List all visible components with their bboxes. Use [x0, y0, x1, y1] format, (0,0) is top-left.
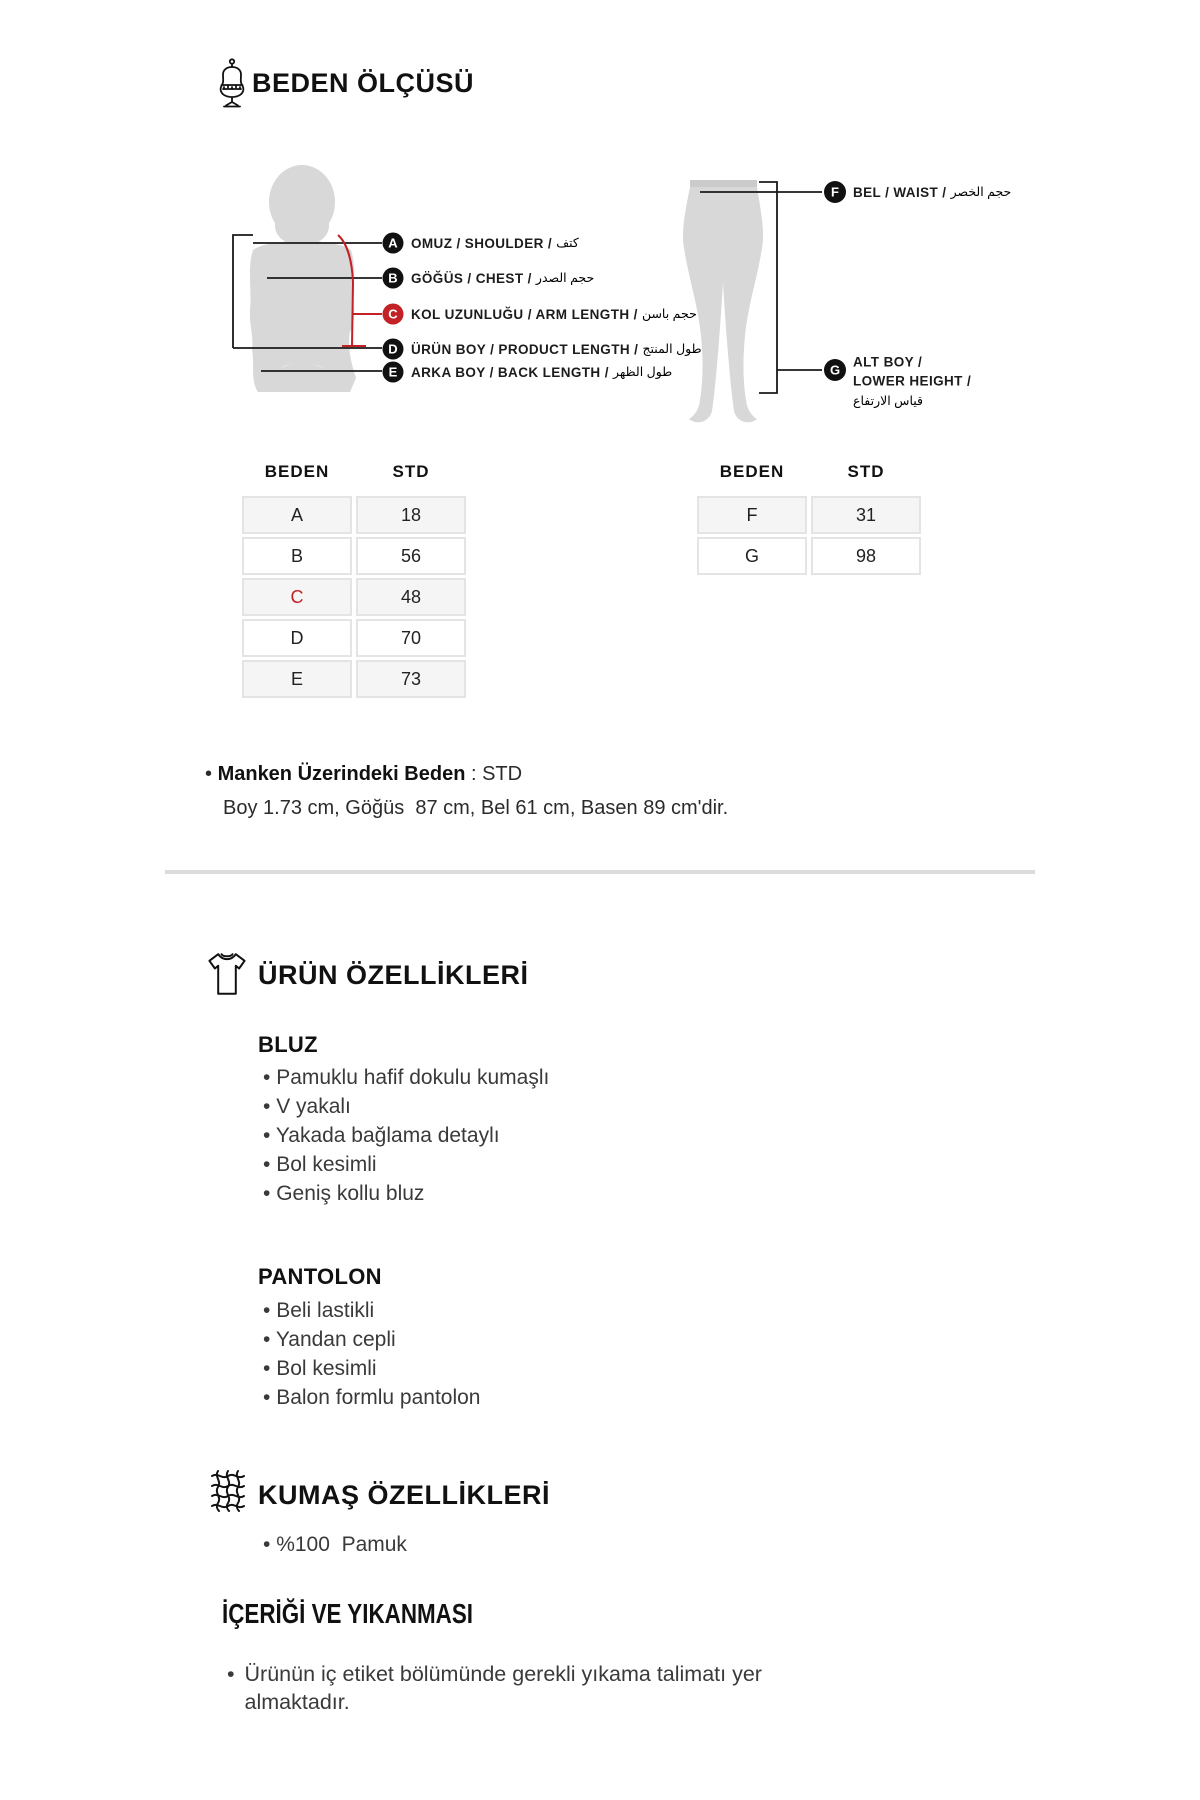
mannequin-size-note: • Manken Üzerindeki Beden : STD: [205, 763, 523, 785]
cell-key: G: [697, 537, 807, 575]
label-waist: BEL / WAIST /: [853, 184, 951, 200]
col-header-std: STD: [392, 462, 430, 481]
col-header-std: STD: [847, 462, 885, 481]
svg-text:ÜRÜN BOY / PRODUCT LENGTH / طو: [411, 342, 702, 358]
page-title: BEDEN ÖLÇÜSÜ: [252, 68, 475, 98]
list-item: • Beli lastikli: [263, 1296, 481, 1325]
svg-text:KOL UZUNLUĞU / ARM LENGTH / حج: [411, 307, 697, 323]
table-row: [697, 496, 927, 534]
cell-value: 73: [356, 660, 466, 698]
cell-key: A: [242, 496, 352, 534]
badge-a: A: [388, 235, 398, 251]
size-table-left-header: [242, 462, 472, 482]
label-product-length-ar: طول المنتج: [642, 342, 702, 356]
section-divider: [165, 870, 1035, 874]
label-waist-ar: حجم الخصر: [950, 185, 1012, 199]
badge-c: C: [388, 306, 398, 322]
cell-key: C: [242, 578, 352, 616]
svg-text:GÖĞÜS / CHEST / حجم الصدر: [411, 271, 594, 287]
care-instruction-text: • Ürünün iç etiket bölümünde gerekli yıkama talimatı yer almaktadır.: [244, 1662, 762, 1714]
label-arm-length-ar: حجم باسن: [641, 307, 697, 321]
cell-key: E: [242, 660, 352, 698]
cell-value: 31: [811, 496, 921, 534]
right-label-texts: [853, 185, 1011, 410]
cell-value: 98: [811, 537, 921, 575]
size-table-left-body: [242, 496, 472, 698]
note-value: STD: [482, 763, 523, 785]
list-item: • Pamuklu hafif dokulu kumaşlı: [263, 1063, 549, 1092]
col-header-beden: BEDEN: [719, 462, 785, 481]
col-header-beden: BEDEN: [264, 462, 330, 481]
size-diagram: [0, 140, 1200, 432]
size-table-right-body: [697, 496, 927, 575]
cell-key: F: [697, 496, 807, 534]
cell-key: B: [242, 537, 352, 575]
badge-e: E: [388, 364, 398, 380]
table-row: [242, 496, 472, 534]
label-back-length-ar: طول الظهر: [613, 365, 673, 379]
care-instruction: [227, 1660, 817, 1716]
list-item: • %100 Pamuk: [263, 1530, 407, 1559]
label-chest-ar: حجم الصدر: [535, 271, 595, 285]
cell-value: 48: [356, 578, 466, 616]
label-lower-height-ar: قياس الارتفاع: [853, 394, 923, 408]
svg-text:ARKA BOY / BACK LENGTH / طول ا: [411, 365, 672, 381]
label-lower-height: LOWER HEIGHT /: [853, 373, 972, 389]
table-row: [697, 537, 927, 575]
label-shoulder: OMUZ / SHOULDER /: [411, 235, 557, 251]
list-item: • Yakada bağlama detaylı: [263, 1121, 549, 1150]
svg-text:BEL / WAIST / حجم الخصر: [853, 185, 1011, 201]
note-separator: :: [465, 763, 483, 785]
pantolon-feature-list: [263, 1296, 481, 1412]
label-alt-boy: ALT BOY /: [853, 354, 923, 370]
note-label: Manken Üzerindeki Beden: [217, 763, 466, 785]
svg-text:OMUZ / SHOULDER / كتف: [411, 236, 579, 251]
size-table-right-header: [697, 462, 927, 482]
list-item: • V yakalı: [263, 1092, 549, 1121]
list-item: • Bol kesimli: [263, 1354, 481, 1383]
table-row: [242, 619, 472, 657]
size-table-left: [242, 462, 472, 698]
fabric-weave-icon: [208, 1468, 248, 1512]
left-label-badges: [383, 233, 404, 383]
size-table-right: [697, 462, 927, 575]
care-section-title: İÇERİĞİ VE YIKANMASI: [222, 1598, 474, 1629]
badge-f: F: [831, 184, 839, 200]
group-heading-pantolon: PANTOLON: [258, 1264, 382, 1289]
tshirt-icon: [207, 952, 247, 996]
badge-g: G: [829, 362, 841, 378]
cell-value: 18: [356, 496, 466, 534]
legs-silhouette: [683, 180, 763, 422]
cell-key: D: [242, 619, 352, 657]
fabric-list: [263, 1530, 407, 1559]
label-chest: GÖĞÜS / CHEST /: [411, 270, 536, 286]
cell-value: 56: [356, 537, 466, 575]
label-shoulder-ar: كتف: [556, 236, 579, 250]
list-item: • Geniş kollu bluz: [263, 1179, 549, 1208]
badge-b: B: [388, 270, 398, 286]
dress-form-icon: [214, 58, 250, 108]
group-heading-bluz: BLUZ: [258, 1032, 318, 1057]
badge-d: D: [388, 341, 398, 357]
bluz-feature-list: [263, 1063, 549, 1208]
list-item: • Balon formlu pantolon: [263, 1383, 481, 1412]
list-item: • Bol kesimli: [263, 1150, 549, 1179]
label-back-length: ARKA BOY / BACK LENGTH /: [411, 364, 614, 380]
label-product-length: ÜRÜN BOY / PRODUCT LENGTH /: [411, 341, 643, 357]
left-label-texts: [411, 236, 702, 381]
table-row: [242, 578, 472, 616]
table-row: [242, 660, 472, 698]
features-section-title: ÜRÜN ÖZELLİKLERİ: [258, 960, 529, 990]
fabric-section-title: KUMAŞ ÖZELLİKLERİ: [258, 1480, 550, 1510]
cell-value: 70: [356, 619, 466, 657]
table-row: [242, 537, 472, 575]
list-item: • Yandan cepli: [263, 1325, 481, 1354]
right-label-badges: [824, 181, 846, 381]
mannequin-measurements: Boy 1.73 cm, Göğüs 87 cm, Bel 61 cm, Basen 89 cm'dir.: [223, 797, 729, 819]
label-arm-length: KOL UZUNLUĞU / ARM LENGTH /: [411, 306, 642, 322]
